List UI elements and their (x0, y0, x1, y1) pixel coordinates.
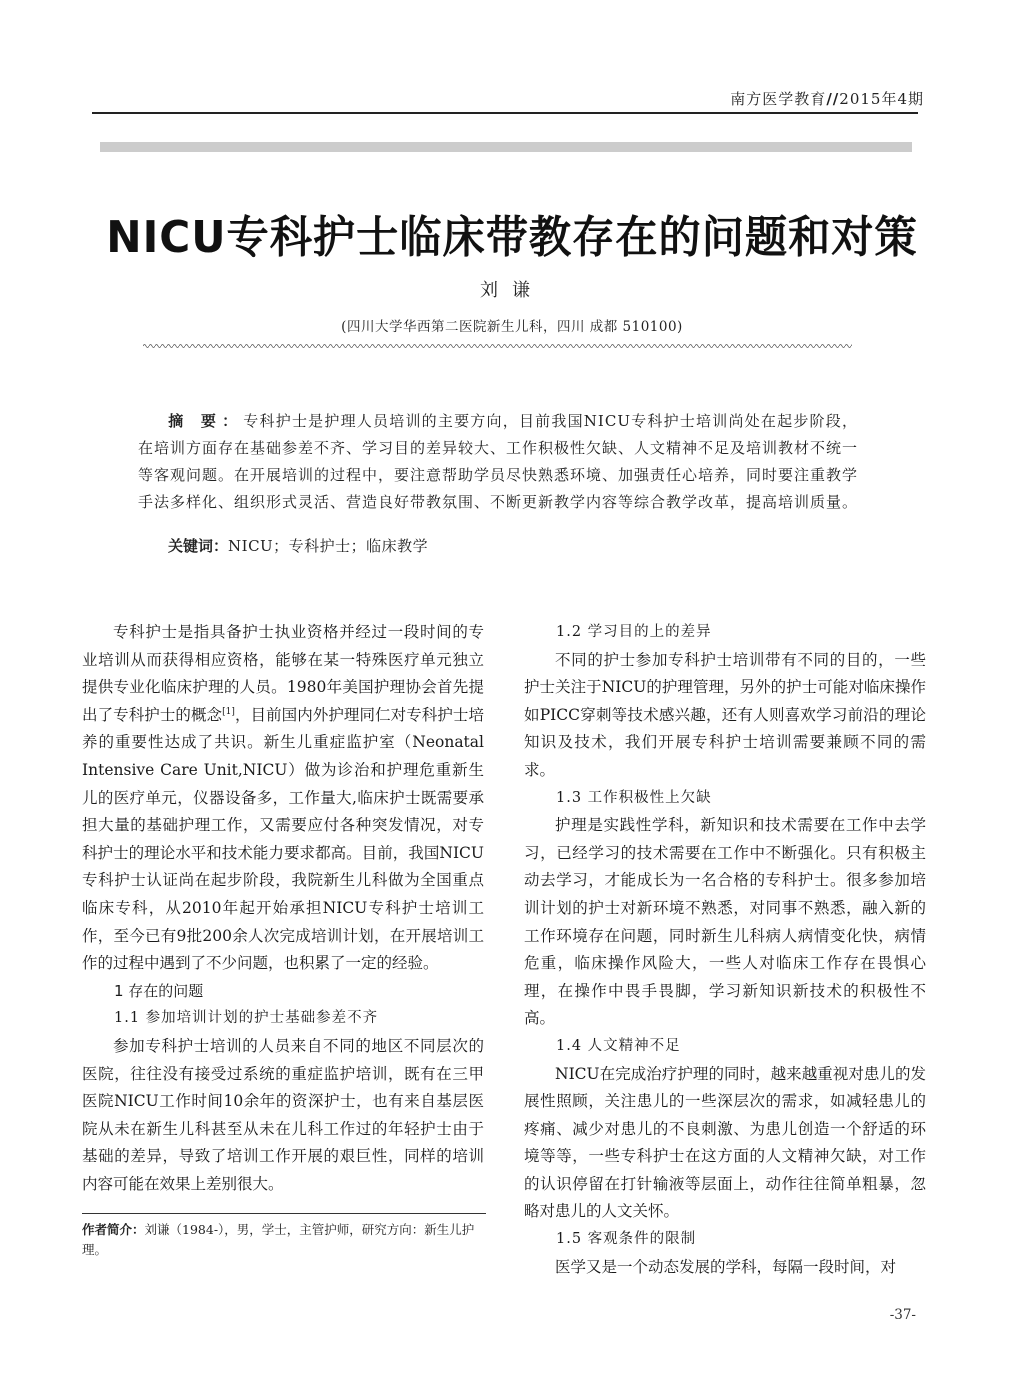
article-author: 刘谦 (480, 280, 544, 301)
paragraph-1-1: 参加专科护士培训的人员来自不同的地区不同层次的医院，往往没有接受过系统的重症监护培训，既有在三甲医院NICU工作时间10余年的资深护士，也有来自基层医院从未在新生儿科甚至从未在儿科工作过的年轻护士由于基础的差异，导致了培训工作开展的艰巨性，同样的培训内容可能在效果上差别很大。 (82, 1036, 484, 1193)
citation-ref: [1] (222, 706, 235, 717)
journal-name: 南方医学教育 (730, 90, 827, 108)
subsection-heading-1-2: 1.2 学习目的上的差异 (556, 624, 712, 640)
subsection-heading-1-1: 1.1 参加培训计划的护士基础参差不齐 (114, 1010, 379, 1027)
wavy-divider (143, 343, 852, 349)
keywords-text: NICU；专科护士；临床教学 (228, 537, 429, 555)
footnote-rule (82, 1213, 486, 1214)
article-affiliation: (四川大学华西第二医院新生儿科，四川 成都 510100) (341, 319, 683, 335)
author-footnote (82, 1220, 486, 1260)
header-rule (92, 112, 918, 114)
paragraph-1-5: 医学又是一个动态发展的学科，每隔一段时间，对 (555, 1257, 897, 1276)
footnote-label: 作者简介： (82, 1222, 145, 1237)
paragraph-1-2: 不同的护士参加专科护士培训带有不同的目的，一些护士关注于NICU的护理管理，另外的护士可能对临床操作如PICC穿刺等技术感兴趣，还有人则喜欢学习前沿的理论知识及技术，我们开展专科护士培训需要兼顾不同的需求。 (524, 650, 926, 779)
article-title: NICU专科护士临床带教存在的问题和对策 (106, 212, 918, 264)
subsection-heading-1-5: 1.5 客观条件的限制 (556, 1231, 697, 1248)
intro-text-a: 专科护士是指具备护士执业资格并经过一段时间的专业培训从而获得相应资格，能够在某一特殊医疗单元独立提供专业化临床护理的人员。1980年美国护理协会首先提出了专科护士的概念 (82, 623, 484, 724)
left-column (82, 619, 484, 1198)
journal-header (730, 88, 924, 109)
paragraph-1-4: NICU在完成治疗护理的同时，越来越重视对患儿的发展性照顾，关注患儿的一些深层次的需求，如减轻患儿的疼痛、减少对患儿的不良刺激、为患儿创造一个舒适的环境等等，一些专科护士在这方面的人文精神欠缺，对工作的认识停留在打针输液等层面上，动作往往简单粗暴，忽略对患儿的人文关怀。 (524, 1064, 926, 1221)
abstract-text: 专科护士是护理人员培训的主要方向，目前我国NICU专科护士培训尚处在起步阶段，在培训方面存在基础参差不齐、学习目的差异较大、工作积极性欠缺、人文精神不足及培训教材不统一等客观问题。在开展培训的过程中，要注意帮助学员尽快熟悉环境、加强责任心培养，同时要注重教学手法多样化、组织形式灵活、营造良好带教氛围、不断更新教学内容等综合教学改革，提高培训质量。 (138, 412, 859, 511)
title-band (100, 142, 912, 152)
footnote-text: 刘谦（1984-），男，学士，主管护师，研究方向：新生儿护理。 (82, 1222, 475, 1257)
subsection-heading-1-4: 1.4 人文精神不足 (556, 1037, 681, 1054)
abstract-label: 摘 要： (168, 412, 244, 430)
abstract (138, 408, 858, 516)
keywords (168, 535, 428, 556)
subsection-heading-1-3: 1.3 工作积极性上欠缺 (556, 789, 712, 806)
right-column (524, 619, 926, 1281)
header-separator: // (826, 90, 840, 108)
intro-paragraph (82, 619, 484, 978)
keywords-label: 关键词： (168, 537, 229, 555)
section-heading-1: 1 存在的问题 (114, 981, 204, 1000)
page-number: -37- (889, 1307, 916, 1323)
intro-text-b: ，目前国内外护理同仁对专科护士培养的重要性达成了共识。新生儿重症监护室（Neonatal Intensive Care Unit,NICU）做为诊治和护理危重新生儿的医疗单元，仪器设备多，工作量大,临床护士既需要承担大量的基础护理工作，又需要应付各种突发情况，对专科护士的理论水平和技术能力要求都高。目前，我国NICU专科护士认证尚在起步阶段，我院新生儿科做为全国重点临床专科，从2010年起开始承担NICU专科护士培训工作，至今已有9批200余人次完成培训计划，在开展培训工作的过程中遇到了不少问题，也积累了一定的经验。 (82, 705, 484, 973)
paragraph-1-3: 护理是实践性学科，新知识和技术需要在工作中去学习，已经学习的技术需要在工作中不断强化。只有积极主动去学习，才能成长为一名合格的专科护士。很多参加培训计划的护士对新环境不熟悉，对同事不熟悉，融入新的工作环境存在问题，同时新生儿科病人病情变化快，病情危重，临床操作风险大，一些人对临床工作存在畏惧心理，在操作中畏手畏脚，学习新知识新技术的积极性不高。 (524, 816, 926, 1028)
journal-issue: 2015年4期 (839, 90, 924, 108)
